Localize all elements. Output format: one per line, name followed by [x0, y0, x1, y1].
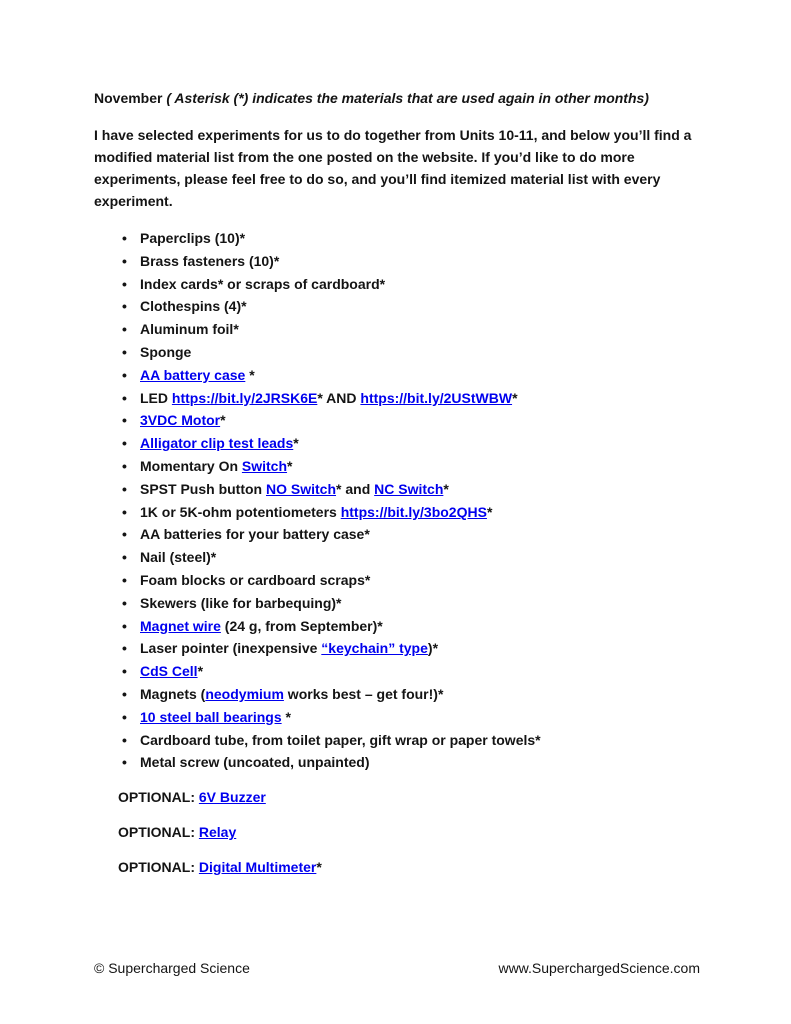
text-segment: *: [220, 412, 226, 429]
text-segment: Index cards* or scraps of cardboard*: [140, 275, 386, 292]
text-segment: Foam blocks or cardboard scraps*: [140, 571, 371, 588]
list-item: [140, 615, 714, 638]
optional-link[interactable]: Digital Multimeter: [198, 859, 317, 876]
optional-section: [118, 787, 714, 877]
text-segment: Cardboard tube, from toilet paper, gift wrap or paper towels*: [140, 731, 541, 748]
text-segment: Nail (steel)*: [140, 549, 217, 566]
text-segment: Metal screw (uncoated, unpainted): [140, 754, 370, 771]
list-item: [140, 409, 714, 432]
text-segment: *: [486, 503, 493, 520]
list-item: [140, 227, 714, 250]
list-item: [140, 683, 714, 706]
material-link[interactable]: NO Switch: [266, 480, 337, 497]
material-link[interactable]: neodymium: [205, 685, 284, 702]
text-segment: Sponge: [140, 343, 192, 360]
list-item: [140, 592, 714, 615]
text-segment: Momentary On: [140, 457, 242, 474]
text-segment: *: [512, 389, 518, 406]
text-segment: Clothespins (4)*: [140, 298, 247, 315]
footer-copyright: © Supercharged Science: [94, 960, 250, 976]
text-segment: (24 g, from September)*: [220, 617, 383, 634]
list-item: [140, 295, 714, 318]
text-segment: 1K or 5K-ohm potentiometers: [140, 503, 341, 520]
list-item: [140, 341, 714, 364]
text-segment: *: [287, 457, 293, 474]
page-title: [94, 88, 714, 108]
optional-line: [118, 857, 714, 877]
optional-link[interactable]: 6V Buzzer: [198, 789, 266, 806]
text-segment: Aluminum foil*: [140, 321, 239, 338]
list-item: [140, 706, 714, 729]
text-segment: *: [443, 480, 449, 497]
list-item: [140, 387, 714, 410]
text-segment: * AND: [317, 389, 361, 406]
list-item: [140, 478, 714, 501]
text-segment: *: [293, 435, 299, 452]
material-link[interactable]: Alligator clip test leads: [140, 435, 294, 452]
text-segment: LED: [140, 389, 172, 406]
list-item: [140, 569, 714, 592]
list-item: [140, 523, 714, 546]
optional-label: OPTIONAL:: [118, 859, 199, 876]
text-segment: AA batteries for your battery case*: [140, 526, 370, 543]
material-link[interactable]: 3VDC Motor: [140, 412, 221, 429]
text-segment: works best – get four!)*: [283, 685, 444, 702]
material-link[interactable]: https://bit.ly/2UStWBW: [360, 389, 513, 406]
list-item: [140, 432, 714, 455]
material-link[interactable]: CdS Cell: [140, 663, 198, 680]
text-segment: Paperclips (10)*: [140, 230, 246, 246]
list-item: [140, 501, 714, 524]
list-item: [140, 318, 714, 341]
list-item: [140, 751, 714, 774]
text-segment: *: [281, 708, 291, 725]
text-segment: )*: [427, 640, 439, 657]
text-segment: Skewers (like for barbequing)*: [140, 594, 342, 611]
footer: [94, 959, 700, 977]
material-link[interactable]: “keychain” type: [321, 640, 428, 657]
text-segment: Brass fasteners (10)*: [140, 252, 280, 269]
text-segment: *: [197, 663, 204, 680]
text-segment: Laser pointer (inexpensive: [140, 640, 322, 657]
list-item: [140, 729, 714, 752]
asterisk-note: ( Asterisk (*) indicates the materials that are used again in other months): [166, 90, 649, 106]
intro-paragraph: I have selected experiments for us to do together from Units 10-11, and below you’ll find a modified material list from the one posted on the website. If you’d like to do more experiments, please feel free to do so, and you’ll find itemized material list with every experiment.: [94, 127, 692, 209]
document-content: [94, 88, 714, 892]
list-item: [140, 637, 714, 660]
material-link[interactable]: Magnet wire: [140, 617, 221, 634]
material-link[interactable]: 10 steel ball bearings: [140, 708, 282, 725]
optional-line: [118, 787, 714, 807]
text-segment: *: [245, 366, 255, 383]
list-item: [140, 364, 714, 387]
material-link[interactable]: AA battery case: [140, 366, 246, 383]
text-segment: * and: [336, 480, 375, 497]
list-item: [140, 660, 714, 683]
text-segment: SPST Push button: [140, 480, 266, 497]
optional-line: [118, 822, 714, 842]
material-link[interactable]: NC Switch: [374, 480, 444, 497]
materials-list: [94, 227, 714, 774]
material-link[interactable]: Switch: [241, 457, 288, 474]
list-item: [140, 250, 714, 273]
list-item: [140, 455, 714, 478]
optional-suffix: *: [316, 859, 322, 876]
optional-label: OPTIONAL:: [118, 789, 199, 806]
optional-link[interactable]: Relay: [198, 824, 237, 841]
list-item: [140, 546, 714, 569]
footer-website: www.SuperchargedScience.com: [498, 960, 700, 976]
month-label: November: [94, 90, 167, 106]
optional-label: OPTIONAL:: [118, 824, 199, 841]
material-link[interactable]: https://bit.ly/3bo2QHS: [340, 503, 487, 520]
text-segment: Magnets (: [140, 685, 206, 702]
list-item: [140, 273, 714, 296]
material-link[interactable]: https://bit.ly/2JRSK6E: [171, 389, 318, 406]
